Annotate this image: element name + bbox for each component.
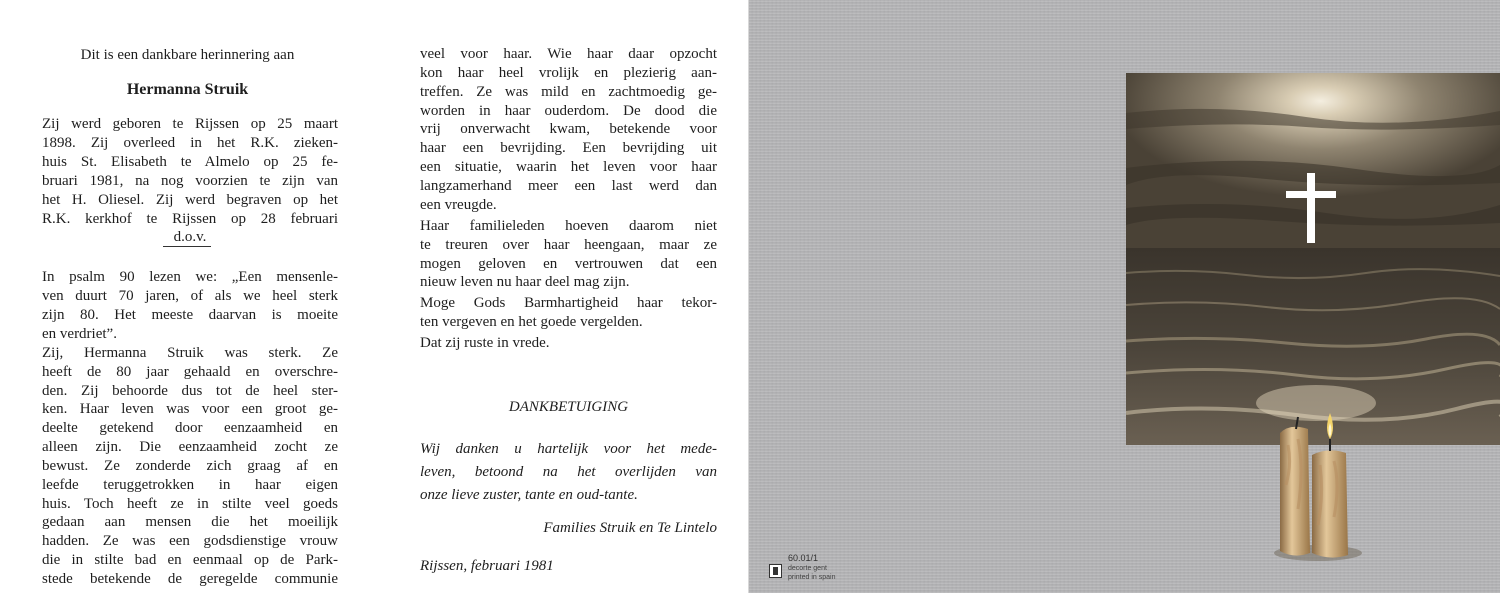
text-line: te treuren over haar heengaan, maar ze bbox=[420, 237, 717, 253]
bio-line: Zij werd geboren te Rijssen op 25 maart bbox=[42, 116, 338, 132]
middle-page bbox=[375, 0, 748, 593]
body-line: hadden. Ze was een godsdienstige vrouw bbox=[42, 533, 338, 549]
bio-line: bruari 1981, na nog voorzien te zijn van bbox=[42, 173, 338, 189]
body-line: die in stilte bad en eenmaal op de Park- bbox=[42, 552, 338, 568]
text-line: haar een bevrijding. Een bevrijding uit bbox=[420, 140, 717, 156]
candle-icon bbox=[1268, 395, 1378, 565]
text-line: mogen geloven en vertrouwen dat een bbox=[420, 256, 717, 272]
body-line: Zij, Hermanna Struik was sterk. Ze bbox=[42, 345, 338, 361]
body-line: heeft de 80 jaar gehaald en overschre- bbox=[42, 364, 338, 380]
text-line: Moge Gods Barmhartigheid haar tekor- bbox=[420, 295, 717, 311]
bio-line: huis St. Elisabeth te Almelo op 25 fe- bbox=[42, 154, 338, 170]
thanks-line: leven, betoond na het overlijden van bbox=[420, 464, 717, 480]
text-line: veel voor haar. Wie haar daar opzocht bbox=[420, 46, 717, 62]
body-line: den. Zij behoorde dus tot de heel ster- bbox=[42, 383, 338, 399]
sunset-sea-photo bbox=[1126, 73, 1500, 445]
families-signature: Families Struik en Te Lintelo bbox=[543, 520, 717, 536]
psalm-line: zijn 80. Het meeste daarvan is moeite bbox=[42, 307, 338, 323]
closing-text: Dat zij ruste in vrede. bbox=[420, 335, 550, 351]
body-line: huis. Toch heeft ze in stilte veel goeds bbox=[42, 496, 338, 512]
body-line: gedaan aan mensen die het moeilijk bbox=[42, 514, 338, 530]
body-line: alleen zijn. Die eenzaamheid zocht ze bbox=[42, 439, 338, 455]
psalm-line: en verdriet”. bbox=[42, 326, 117, 342]
text-line: worden in haar ouderdom. De dood die bbox=[420, 103, 717, 119]
deceased-name: Hermanna Struik bbox=[126, 81, 249, 98]
cover-page bbox=[748, 0, 1500, 593]
printed-in: printed in spain bbox=[788, 574, 836, 581]
text-line: vrij onverwacht kwam, betekende voor bbox=[420, 121, 717, 137]
printer-logo-icon bbox=[769, 564, 782, 578]
product-code: 60.01/1 bbox=[788, 553, 819, 563]
divider bbox=[163, 246, 211, 247]
body-line: deelte getekend door eenzaamheid en bbox=[42, 420, 338, 436]
printer-name: decorte gent bbox=[788, 565, 827, 572]
dov-text: d.o.v. bbox=[173, 229, 207, 245]
left-page bbox=[0, 0, 375, 593]
body-line: bewust. Ze zonderde zich graag af en bbox=[42, 458, 338, 474]
sunset-sea-illustration bbox=[1126, 73, 1500, 445]
text-line: ten vergeven en het goede vergelden. bbox=[420, 314, 643, 330]
thanks-line: onze lieve zuster, tante en oud-tante. bbox=[420, 487, 638, 503]
text-line: Haar familieleden hoeven daarom niet bbox=[420, 218, 717, 234]
psalm-line: ven duurt 70 jaren, of als we heel sterk bbox=[42, 288, 338, 304]
body-line: ken. Haar leven was voor een groot ge- bbox=[42, 401, 338, 417]
bio-line: 1898. Zij overleed in het R.K. zieken- bbox=[42, 135, 338, 151]
text-line: nieuw leven nu haar deel mag zijn. bbox=[420, 274, 630, 290]
thanks-line: Wij danken u hartelijk voor het mede- bbox=[420, 441, 717, 457]
text-line: een situatie, waarin het leven voor haar bbox=[420, 159, 717, 175]
page-fold bbox=[748, 0, 749, 593]
intro-text: Dit is een dankbare herinnering aan bbox=[80, 47, 295, 63]
bio-line: R.K. kerkhof te Rijssen op 28 februari bbox=[42, 211, 338, 227]
body-line: stede betekende de geregelde communie bbox=[42, 571, 338, 587]
thanks-heading: DANKBETUIGING bbox=[508, 399, 629, 415]
text-line: een vreugde. bbox=[420, 197, 497, 213]
bio-line: het H. Oliesel. Zij werd begraven op het bbox=[42, 192, 338, 208]
text-line: treffen. Ze was mild en zachtmoedig ge- bbox=[420, 84, 717, 100]
body-line: leefde teruggetrokken in haar eigen bbox=[42, 477, 338, 493]
text-line: langzamerhand meer een last werd dan bbox=[420, 178, 717, 194]
text-line: kon haar heel vrolijk en plezierig aan- bbox=[420, 65, 717, 81]
place-date: Rijssen, februari 1981 bbox=[420, 558, 554, 574]
psalm-line: In psalm 90 lezen we: „Een mensenle- bbox=[42, 269, 338, 285]
